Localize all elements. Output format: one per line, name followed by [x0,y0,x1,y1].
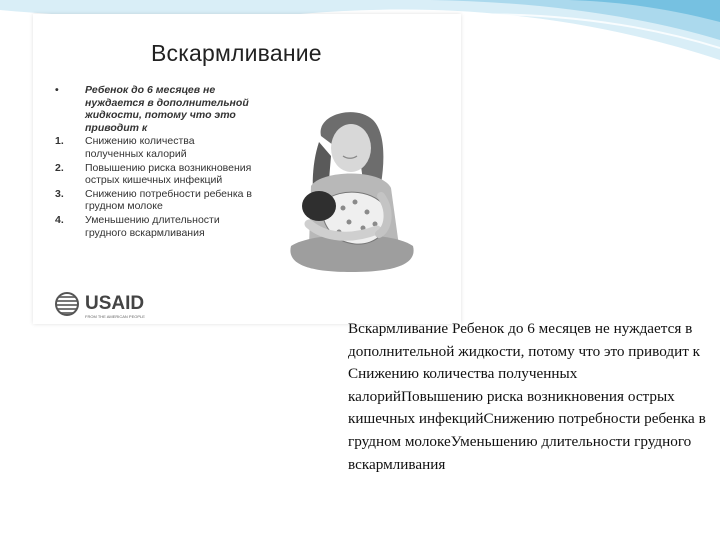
item-text: Повышению риска возникновения острых кишечных инфекций [85,161,252,187]
slide-title: Вскармливание [151,40,322,66]
slide-image [33,14,461,324]
caption-text: Вскармливание Ребенок до 6 месяцев не нуждается в дополнительной жидкости, потому что это приводит к Снижению количества полученных калорийПовышению риска возникновения острых кишечных инфекцийСнижению потребности ребенка в грудном молокеУменьшению длительности грудного вскармливания [348,320,706,473]
item-number: 4. [55,213,64,226]
mother-breastfeeding-illustration [281,106,421,276]
item-number: 2. [55,161,64,174]
bullet-list [55,84,255,240]
list-item [55,162,255,187]
item-number: 1. [55,135,64,148]
intro-text: Ребенок до 6 месяцев не нуждается в дополнительной жидкости, потому что это приводит к [85,84,249,134]
logo-subtext: FROM THE AMERICAN PEOPLE [85,314,145,319]
list-item [55,214,255,239]
usaid-seal-icon [55,292,79,316]
item-number: 3. [55,187,64,200]
list-item [55,84,255,134]
list-item [55,135,255,160]
list-item [55,188,255,213]
usaid-logo [55,290,144,318]
bullet-marker: • [55,84,59,96]
item-text: Снижению количества полученных калорий [85,135,195,160]
item-text: Снижению потребности ребенка в грудном молоке [85,187,252,213]
item-text: Уменьшению длительности грудного вскармливания [85,213,220,239]
logo-text: USAID [85,293,145,314]
